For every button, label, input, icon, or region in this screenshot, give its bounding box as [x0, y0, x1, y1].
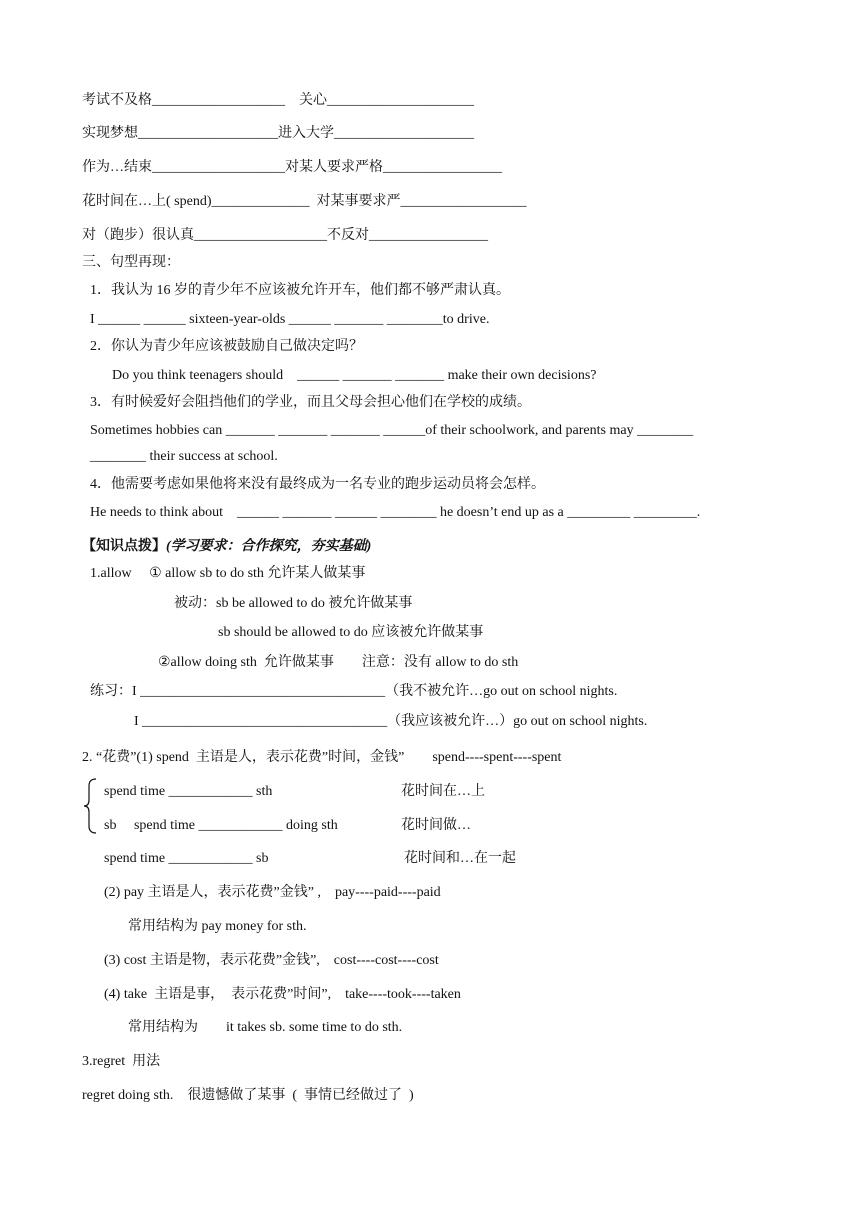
phrase-line-4: 花时间在…上( spend)______________ 对某事要求严__________________ [82, 194, 527, 209]
allow-line-3: sb should be allowed to do 应该被允许做某事 [218, 625, 484, 640]
knowledge-heading-bracket: 【知识点拨】 [82, 539, 166, 554]
sentence-3-en-a: Sometimes hobbies can _______ _______ _______ ______of their schoolwork, and parents may ________ [90, 423, 694, 438]
knowledge-heading [82, 538, 371, 556]
pay-line-2: 常用结构为 pay money for sth. [128, 919, 307, 934]
sentence-2-en: Do you think teenagers should ______ _______ _______ make their own decisions? [112, 368, 597, 383]
sentence-2-cn: 2．你认为青少年应该被鼓励自己做决定吗？ [90, 339, 363, 354]
regret-line-1: regret doing sth. 很遗憾做了某事 ( 事情已经做过了 ) [82, 1088, 414, 1103]
cost-line: (3) cost 主语是物，表示花费”金钱”, cost----cost----cost [104, 953, 439, 968]
take-line-2: 常用结构为 it takes sb. some time to do sth. [128, 1020, 403, 1035]
phrase-line-3: 作为…结束___________________对某人要求严格_________________ [82, 160, 502, 175]
sentence-1-en: I ______ ______ sixteen-year-olds ______ _______ ________to drive. [90, 312, 490, 327]
phrase-line-1: 考试不及格___________________ 关心_____________________ [82, 93, 474, 108]
phrase-line-5: 对（跑步）很认真___________________不反对_________________ [82, 228, 488, 243]
pay-line-1: (2) pay 主语是人，表示花费”金钱” , pay----paid----paid [104, 885, 441, 900]
spend-usage-1: spend time ____________ sth [104, 784, 273, 799]
sentence-3-cn: 3．有时候爱好会阻挡他们的学业，而且父母会担心他们在学校的成绩。 [90, 395, 531, 410]
spend-usage-2-meaning: 花时间做… [401, 818, 471, 833]
allow-line-4: ②allow doing sth 允许做某事 注意：没有 allow to do sth [158, 655, 519, 670]
knowledge-heading-requirement: (学习要求：合作探究，夯实基础) [166, 539, 372, 554]
allow-line-2: 被动：sb be allowed to do 被允许做某事 [174, 596, 413, 611]
regret-heading: 3.regret 用法 [82, 1054, 161, 1069]
take-line-1: (4) take 主语是事， 表示花费”时间”, take----took----taken [104, 987, 461, 1002]
spend-usage-1-meaning: 花时间在…上 [401, 784, 485, 799]
allow-practice-2: I ___________________________________（我应该被允许…）go out on school nights. [134, 714, 648, 729]
sentence-3-en-b: ________ their success at school. [90, 449, 278, 464]
sentence-1-cn: 1．我认为 16 岁的青少年不应该被允许开车，他们都不够严肃认真。 [90, 283, 510, 298]
phrase-line-2: 实现梦想____________________进入大学____________________ [82, 126, 474, 141]
spend-heading: 2. “花费”(1) spend 主语是人，表示花费”时间，金钱” spend----spent----spent [82, 750, 562, 765]
section-title: 三、句型再现： [82, 255, 180, 270]
sentence-4-cn: 4．他需要考虑如果他将来没有最终成为一名专业的跑步运动员将会怎样。 [90, 477, 545, 492]
allow-line-1: 1.allow ① allow sb to do sth 允许某人做某事 [90, 566, 366, 581]
left-brace-icon [82, 778, 102, 834]
spend-usage-2: sb spend time ____________ doing sth [104, 818, 338, 833]
allow-practice-1: 练习：I ___________________________________（我不被允许…go out on school nights. [90, 684, 618, 699]
spend-usage-3: spend time ____________ sb [104, 851, 269, 866]
sentence-4-en: He needs to think about ______ _______ ______ ________ he doesn’t end up as a _________ _________. [90, 505, 701, 520]
spend-usage-3-meaning: 花时间和…在一起 [404, 851, 516, 866]
